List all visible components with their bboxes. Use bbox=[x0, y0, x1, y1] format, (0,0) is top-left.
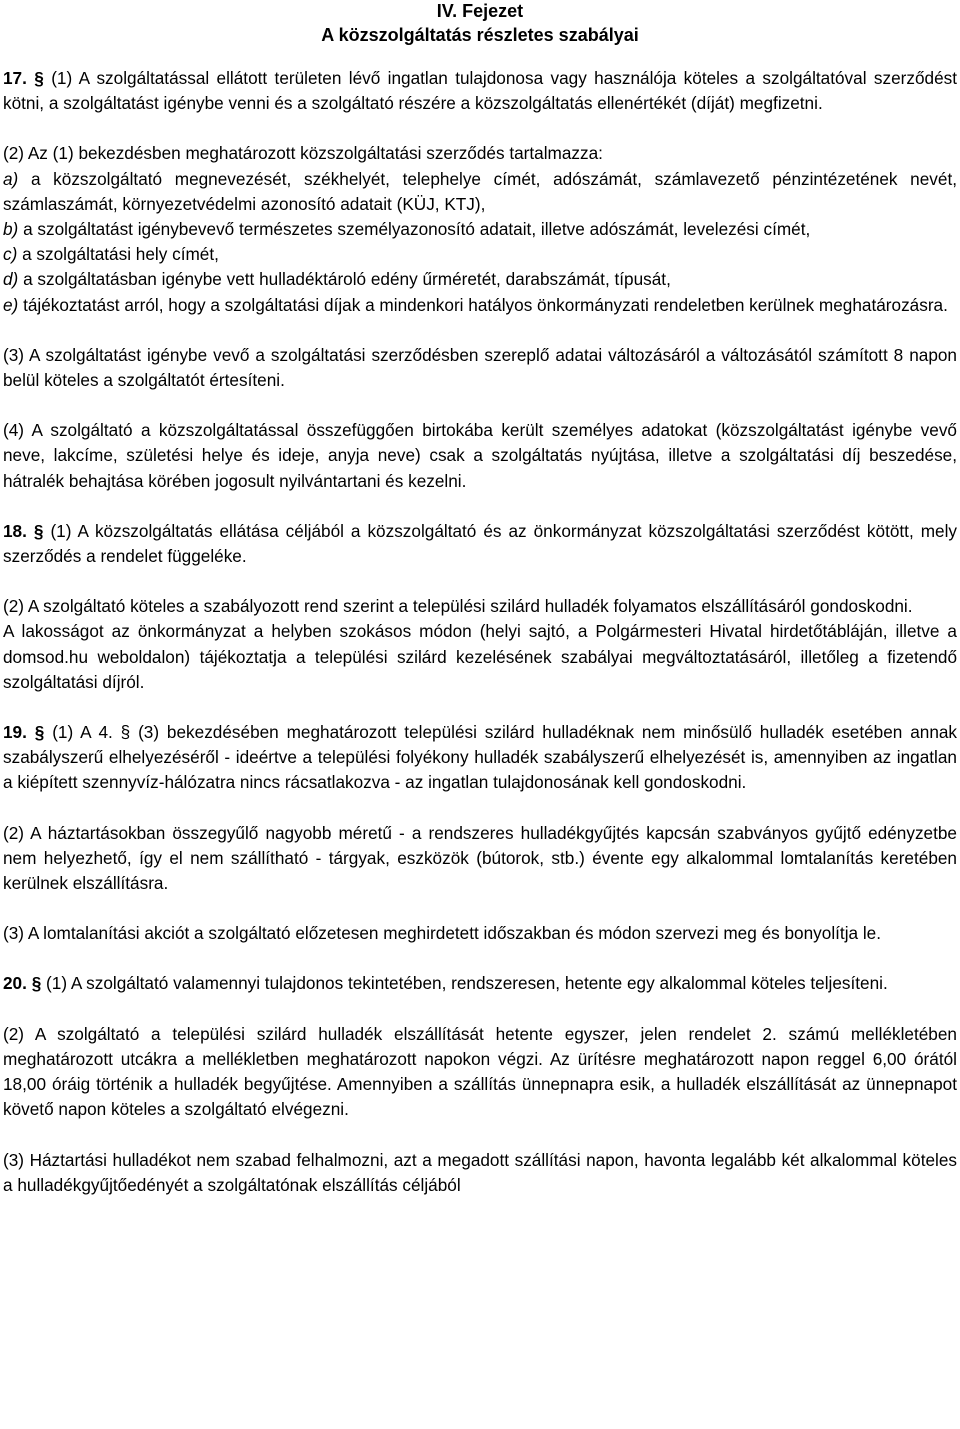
section-17-paragraph-2 bbox=[3, 141, 957, 317]
chapter-title: A közszolgáltatás részletes szabályai bbox=[321, 25, 639, 45]
list-item-a-label: a) bbox=[3, 168, 19, 189]
section-20-paragraph-1 bbox=[3, 971, 957, 996]
section-19-paragraph-1 bbox=[3, 720, 957, 796]
section-18-paragraph-1 bbox=[3, 519, 957, 569]
section-18-number: 18. bbox=[3, 520, 27, 541]
section-20-sign: § bbox=[31, 973, 42, 994]
section-17-text-1: (1) A szolgáltatással ellátott területen lévő ingatlan tulajdonosa vagy használója köteles a szolgáltatóval szerződést kötni, a szolgáltatást igénybe venni és a szolgáltató részére a közszolgáltatás ellenértékét (díját) megfizetni. bbox=[3, 68, 957, 114]
section-18-text-1: (1) A közszolgáltatás ellátása céljából a közszolgáltató és az önkormányzat közszolgáltatási szerződést kötött, mely szerződés a rendelet függeléke. bbox=[3, 520, 957, 567]
section-18-paragraph-2 bbox=[3, 594, 957, 695]
list-item-b-label: b) bbox=[3, 219, 19, 240]
section-19-sign: § bbox=[34, 722, 45, 743]
section-17-number: 17. bbox=[3, 68, 27, 88]
list-item-a-text: a közszolgáltató megnevezését, székhelyét, telephelye címét, adószámát, számlavezető pénzintézetének nevét, számlaszámát, környezetvédelmi azonosító adatait (KÜJ, KTJ), bbox=[3, 168, 957, 214]
section-20-text-1: (1) A szolgáltató valamennyi tulajdonos tekintetében, rendszeresen, hetente egy alkalommal köteles teljesíteni. bbox=[46, 973, 888, 994]
section-17-sign: § bbox=[34, 68, 44, 88]
section-19-inner-sign: § bbox=[120, 722, 131, 743]
section-17-paragraph-4: (4) A szolgáltató a közszolgáltatással összefüggően birtokába került személyes adatokat (közszolgáltatást igénybe vevő neve, lakcíme, születési helye és ideje, anyja neve) csak a szolgáltatás nyújtása, illetve a szolgáltatási díj beszedése, hátralék behajtása körében jogosult nyilvántartani és kezelni. bbox=[3, 420, 957, 491]
section-17-text-2-intro: (2) Az (1) bekezdésben meghatározott közszolgáltatási szerződés tartalmazza: bbox=[3, 143, 603, 164]
list-item-c-label: c) bbox=[3, 244, 18, 265]
section-19-number: 19. bbox=[3, 722, 27, 743]
list-item-b-text: a szolgáltatást igénybevevő természetes személyazonosító adatait, illetve adószámát, levelezési címét, bbox=[18, 219, 811, 240]
section-18-sign: § bbox=[33, 520, 44, 541]
list-item-c-text: a szolgáltatási hely címét, bbox=[17, 244, 219, 265]
list-item-e-label: e) bbox=[3, 294, 19, 315]
list-item-d-label: d) bbox=[3, 269, 19, 290]
list-item-d-text: a szolgáltatásban igénybe vett hulladéktároló edény űrméretét, darabszámát, típusát, bbox=[18, 269, 671, 290]
section-17-paragraph-1 bbox=[3, 66, 957, 116]
section-20-paragraph-3: (3) Háztartási hulladékot nem szabad felhalmozni, azt a megadott szállítási napon, havonta legalább két alkalommal köteles a hulladékgyűjtőedényét a szolgáltatónak elszállítás céljából bbox=[3, 1149, 957, 1195]
section-17-paragraph-3: (3) A szolgáltatást igénybe vevő a szolgáltatási szerződésben szereplő adatai változásáról a változásától számított 8 napon belül köteles a szolgáltatót értesíteni. bbox=[3, 344, 957, 391]
section-19-text-1-rest: (3) bekezdésében meghatározott települési szilárd hulladéknak nem minősülő hulladék esetében annak szabályszerű elhelyezéséről - ideértve a települési folyékony hulladék szabályszerű elhelyezését is, amennyiben az ingatlan a kiépített szennyvíz-hálózatra nincs rácsatlakozva - az ingatlan tulajdonosának kell gondoskodni. bbox=[3, 722, 958, 793]
document-page bbox=[3, 0, 957, 1198]
section-20-number: 20. bbox=[3, 973, 27, 994]
section-19-paragraph-2: (2) A háztartásokban összegyűlő nagyobb méretű - a rendszeres hulladékgyűjtés kapcsán szabványos gyűjtő edényzetbe nem helyezhető, így el nem szállítható - tárgyak, eszközök (bútorok, stb.) évente egy alkalommal lomtalanítás keretében kerülnek elszállításra. bbox=[3, 822, 957, 894]
list-item-e-text: tájékoztatást arról, hogy a szolgáltatási díjak a mindenkori hatályos önkormányzati rendeletben kerülnek meghatározásra. bbox=[18, 294, 948, 315]
chapter-number: IV. Fejezet bbox=[436, 1, 524, 21]
section-19-paragraph-3: (3) A lomtalanítási akciót a szolgáltató előzetesen meghirdetett időszakban és módon szervezi meg és bonyolítja le. bbox=[3, 923, 881, 944]
section-19-text-1: (1) A 4. bbox=[52, 722, 113, 743]
section-18-text-2b: A lakosságot az önkormányzat a helyben szokásos módon (helyi sajtó, a Polgármesteri Hivatal hirdetőtábláján, illetve a domsod.hu weboldalon) tájékoztatja a települési szilárd kezelésének szabályai megváltoztatásáról, illetőleg a fizetendő szolgáltatási díjról. bbox=[3, 621, 957, 692]
section-18-text-2: (2) A szolgáltató köteles a szabályozott rend szerint a települési szilárd hulladék folyamatos elszállításáról gondoskodni. bbox=[3, 596, 913, 617]
section-20-paragraph-2: (2) A szolgáltató a települési szilárd hulladék elszállítását hetente egyszer, jelen rendelet 2. számú mellékletében meghatározott utcákra a mellékletben meghatározott napokon végzi. Az ürítésre meghatározott napon reggel 6,00 órától 18,00 óráig történik a hulladék begyűjtése. Amennyiben a szállítás ünnepnapra esik, a hulladék elszállítását az ünnepnapot követő napon köteles a szolgáltató elvégezni. bbox=[3, 1023, 957, 1120]
